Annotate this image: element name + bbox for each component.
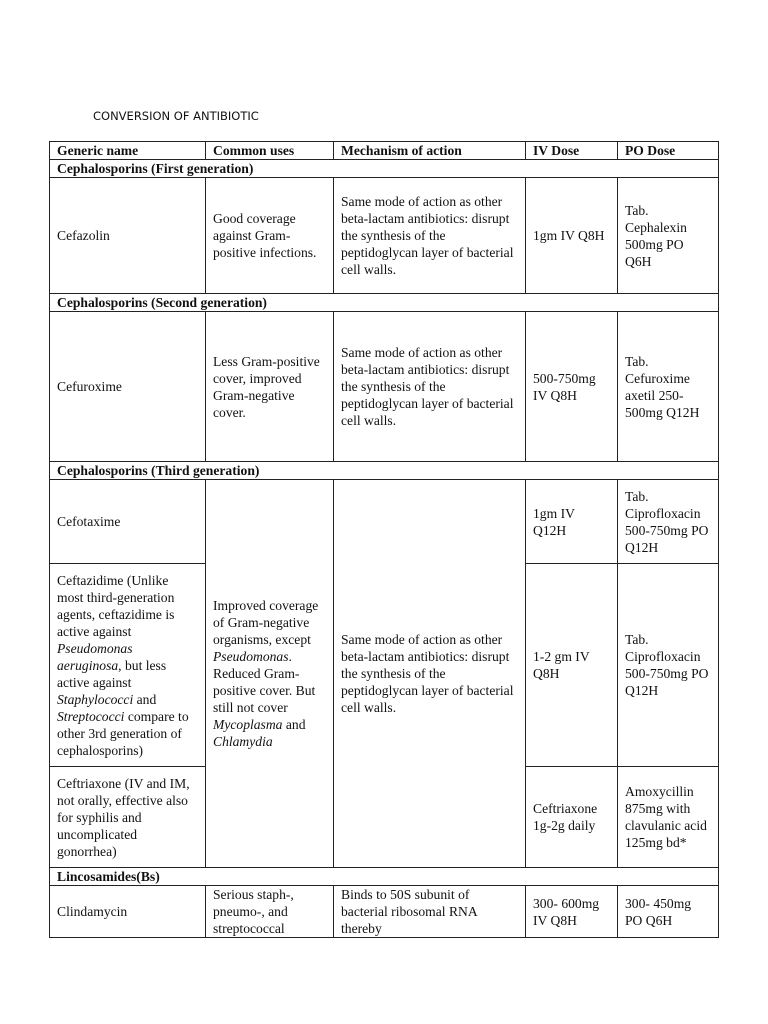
table-header-row: [50, 142, 719, 160]
section-row: [50, 462, 719, 480]
section-title-third-generation: Cephalosporins (Third generation): [50, 462, 719, 480]
section-row: [50, 160, 719, 178]
column-header-iv-dose: IV Dose: [526, 142, 618, 160]
iv-dose-cell: 300- 600mg IV Q8H: [526, 886, 618, 938]
section-title-lincosamides: Lincosamides(Bs): [50, 868, 719, 886]
section-title-first-generation: Cephalosporins (First generation): [50, 160, 719, 178]
common-uses-cell: [206, 480, 334, 868]
iv-dose-cell: 1gm IV Q8H: [526, 178, 618, 294]
generic-name-cell: Cefuroxime: [50, 312, 206, 462]
section-title-second-generation: Cephalosporins (Second generation): [50, 294, 719, 312]
table-row: [50, 312, 719, 462]
third-gen-uses-text: . Reduced Gram-positive cover. But still not cover: [213, 649, 316, 715]
mechanism-cell: Same mode of action as other beta-lactam antibiotics: disrupt the synthesis of the peptidoglycan layer of bacterial cell walls.: [334, 178, 526, 294]
generic-name-cell: Cefazolin: [50, 178, 206, 294]
po-dose-cell: Tab. Cephalexin 500mg PO Q6H: [618, 178, 719, 294]
column-header-generic-name: Generic name: [50, 142, 206, 160]
po-dose-cell: 300- 450mg PO Q6H: [618, 886, 719, 938]
table-row: [50, 480, 719, 564]
third-gen-uses-chlamydia: Chlamydia: [213, 734, 273, 749]
ceftazidime-text: and: [133, 691, 157, 707]
mechanism-cell: Same mode of action as other beta-lactam antibiotics: disrupt the synthesis of the peptidoglycan layer of bacterial cell walls.: [334, 480, 526, 868]
mechanism-cell: Same mode of action as other beta-lactam antibiotics: disrupt the synthesis of the peptidoglycan layer of bacterial cell walls.: [334, 312, 526, 462]
ceftazidime-text: compare to other 3rd generation of cephalosporins): [57, 708, 189, 758]
ceftazidime-organism: Staphylococci: [57, 691, 134, 707]
table-row: [50, 886, 719, 938]
common-uses-cell: Less Gram-positive cover, improved Gram-negative cover.: [206, 312, 334, 462]
common-uses-cell: Serious staph-, pneumo-, and streptococcal: [206, 886, 334, 938]
po-dose-cell: Tab. Ciprofloxacin 500-750mg PO Q12H: [618, 480, 719, 564]
section-row: [50, 868, 719, 886]
ceftazidime-organism: Streptococci: [57, 708, 125, 724]
mechanism-cell: Binds to 50S subunit of bacterial ribosomal RNA thereby: [334, 886, 526, 938]
iv-dose-cell: 1gm IV Q12H: [526, 480, 618, 564]
iv-dose-cell: Ceftriaxone 1g-2g daily: [526, 767, 618, 868]
third-gen-uses-pseudomonas: Pseudomonas: [213, 649, 289, 664]
column-header-mechanism: Mechanism of action: [334, 142, 526, 160]
antibiotic-conversion-table: [49, 141, 719, 938]
section-row: [50, 294, 719, 312]
ceftazidime-text: , but less active against: [57, 657, 167, 690]
generic-name-cell: Ceftriaxone (IV and IM, not orally, effective also for syphilis and uncomplicated gonorrhea): [50, 767, 206, 868]
third-gen-uses-text: Improved coverage of Gram-negative organisms, except: [213, 598, 319, 647]
po-dose-cell: Tab. Cefuroxime axetil 250-500mg Q12H: [618, 312, 719, 462]
common-uses-cell: Good coverage against Gram-positive infections.: [206, 178, 334, 294]
ceftazidime-text: Ceftazidime (Unlike most third-generation agents, ceftazidime is active against: [57, 572, 175, 639]
page-title: CONVERSION OF ANTIBIOTIC: [93, 109, 259, 123]
third-gen-uses-mycoplasma: Mycoplasma: [213, 717, 283, 732]
iv-dose-cell: 1-2 gm IV Q8H: [526, 564, 618, 767]
ceftazidime-organism: Pseudomonas aeruginosa: [57, 640, 133, 673]
table-row: [50, 178, 719, 294]
generic-name-cell: Clindamycin: [50, 886, 206, 938]
generic-name-cell: Cefotaxime: [50, 480, 206, 564]
iv-dose-cell: 500-750mg IV Q8H: [526, 312, 618, 462]
third-gen-uses-text: and: [282, 717, 306, 732]
generic-name-cell: [50, 564, 206, 767]
column-header-po-dose: PO Dose: [618, 142, 719, 160]
column-header-common-uses: Common uses: [206, 142, 334, 160]
po-dose-cell: Amoxycillin 875mg with clavulanic acid 125mg bd*: [618, 767, 719, 868]
po-dose-cell: Tab. Ciprofloxacin 500-750mg PO Q12H: [618, 564, 719, 767]
